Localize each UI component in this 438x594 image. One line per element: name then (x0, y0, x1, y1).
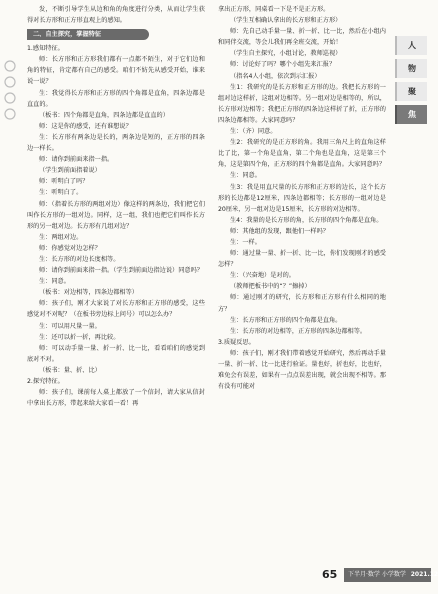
footer-band (344, 568, 438, 582)
right-column (218, 4, 386, 392)
paragraph: 生：一样。 (230, 238, 261, 246)
paragraph: 生：还可以折一折，再比较。 (39, 333, 120, 341)
paragraph: 师：可以动手量一量、折一折、比一比，看看咱们的感觉到底对不对。 (27, 344, 205, 363)
paragraph: 师：请你到前面来指一指。（学生到前面边指边说）同意吗？ (39, 267, 203, 275)
paragraph: 师：通过量一量、折一折、比一比，你们发现刚才的感受怎样？ (218, 250, 386, 269)
paragraph: 生4：我量的是长方形的角，长方形的四个角都是直角。 (230, 216, 383, 224)
paragraph: 生：同意。 (39, 278, 70, 286)
paragraph: 师：请你到前面来指一指。 (39, 156, 114, 164)
paragraph: （学生自主探究，小组讨论，教师巡视） (230, 50, 342, 58)
paragraph: 师：听明白了吗？ (39, 178, 89, 186)
sidebar-tab-ren: 人 (395, 36, 427, 55)
paragraph: 师：你感觉对边怎样？ (39, 244, 101, 252)
issue-date: 2021.12 (410, 571, 438, 578)
paragraph: 1.感知特征。 (27, 45, 64, 53)
paragraph: 生：长方形的对边相等，正方形的四条边都相等。 (230, 327, 367, 335)
section-heading: 二、自主探究，掌握特征 (27, 29, 149, 40)
paragraph: 生：（兴奋地）是对的。 (230, 272, 295, 280)
paragraph: 生2：我研究的是正方形的角。我用三角尺上的直角这样比了比，第一个角是直角，第二个角也是直角，这是第三个角，这是第四个角，正方形的四个角都是直角。大家同意吗？ (218, 139, 386, 169)
intro-paragraph: 发，不断引导学生从边和角的角度进行分类，从而让学生获得对长方形和正方形直观上的感知。 (27, 6, 205, 25)
paragraph: （板书：四个角都是直角，四条边都是直直的） (39, 111, 169, 119)
sidebar-tab-jiao: 焦 (395, 105, 427, 124)
paragraph: 生：听明白了。 (39, 189, 83, 197)
paragraph: 师：孩子们，刚才大家说了对长方形和正方形的感受，这些感觉对不对呢？（在板书旁边标上问号）可以怎么办？ (27, 300, 205, 319)
paragraph: 生1：我研究的是长方形和正方形的边。我把长方形的一组对边这样折，这组对边相等。另一组对边是相等的，所以，长方形对边相等；我把正方形的四条边这样折了折，正方形的四条边都相等。大家同意吗？ (218, 83, 386, 124)
paragraph: 师：长方形和正方形我们都有一点都不陌生，对于它们边和角的特征，肯定都有自己的感受。咱们不妨先从感受开始，谁来说一说？ (27, 56, 205, 86)
paragraph: 2.探究特征。 (27, 378, 64, 385)
paragraph: 生：同意。 (230, 172, 261, 180)
paragraph: 拿出正方形，同桌看一下是不是正方形。 (218, 6, 330, 13)
paragraph: 师：其他组的发现，跟他们一样吗？ (230, 227, 329, 235)
paragraph: （学生到前面指着说） (39, 167, 101, 175)
paragraph: 师：先自己动手量一量、折一折、比一比，然后在小组内和同伴交流，等会儿我们再全班交流，开始！ (218, 28, 386, 47)
paragraph: 生：（齐）同意。 (230, 128, 277, 136)
paragraph: 生：长方形的对边长度相等。 (39, 255, 120, 263)
paragraph: 师：（指着长方形的两组对边）像这样的两条边，我们把它们叫作长方形的一组对边。同样，这一组，我们也把它们叫作长方形的另一组对边。长方形有几组对边？ (27, 200, 205, 230)
left-column (27, 4, 205, 409)
section-sidebar (395, 36, 427, 128)
publication-name: 下半月·数学 小学数学 (348, 571, 406, 578)
page-number: 65 (322, 568, 338, 581)
paragraph: 师：这是你的感受，还有谁想说？ (39, 122, 132, 130)
sidebar-tab-ju: 聚 (395, 82, 427, 101)
sidebar-tab-wu: 物 (395, 59, 427, 78)
paragraph: 3.质疑反思。 (218, 338, 255, 346)
paragraph: 生：两组对边。 (39, 233, 83, 241)
paragraph: （板书：量、折、比） (39, 366, 101, 374)
paragraph: 生：可以用尺量一量。 (39, 322, 101, 330)
paragraph: 师：孩子们，刚才我们带着感觉开始研究，然后再动手量一量、折一折、比一比进行验证。量也好，折也好，比也好，难免会有误差，如果有一点点误差出现，就会出现不相等。那有没有可能对 (218, 349, 386, 391)
paragraph: 生：长方形和正方形的四个角都是直角。 (230, 316, 342, 324)
paragraph: 生：长方形有两条边是长的，两条边是短的，正方形的四条边一样长。 (27, 133, 205, 153)
paragraph: （板书：对边相等，四条边都相等） (39, 289, 138, 297)
paragraph: 师：孩子们，课前每人桌上都放了一个信封，请大家从信封中拿出长方形，带起来给大家看一看！再 (27, 389, 205, 408)
paragraph: （学生互相确认拿出的长方形和正方形） (230, 17, 342, 25)
paragraph: （指名4人小组，依次到示汇报） (230, 72, 321, 80)
paragraph: （教师把板书中的“？”擦掉） (230, 283, 311, 291)
decorative-circles-icon (3, 60, 17, 130)
paragraph: 生：我觉得长方形和正方形的四个角都是直角，四条边都是直直的。 (27, 89, 205, 108)
paragraph: 生3：我是用直尺量的长方形和正方形的边长，这个长方形的长边都是12厘米，四条边都相等；长方形的一组对边是20厘米，另一组对边是15厘米，长方形的对边相等。 (218, 183, 386, 213)
paragraph: 师：通过刚才的研究，长方形和正方形有什么相同的地方？ (218, 294, 386, 313)
paragraph: 师：讨论好了吗？哪个小组先来汇报？ (230, 61, 336, 69)
